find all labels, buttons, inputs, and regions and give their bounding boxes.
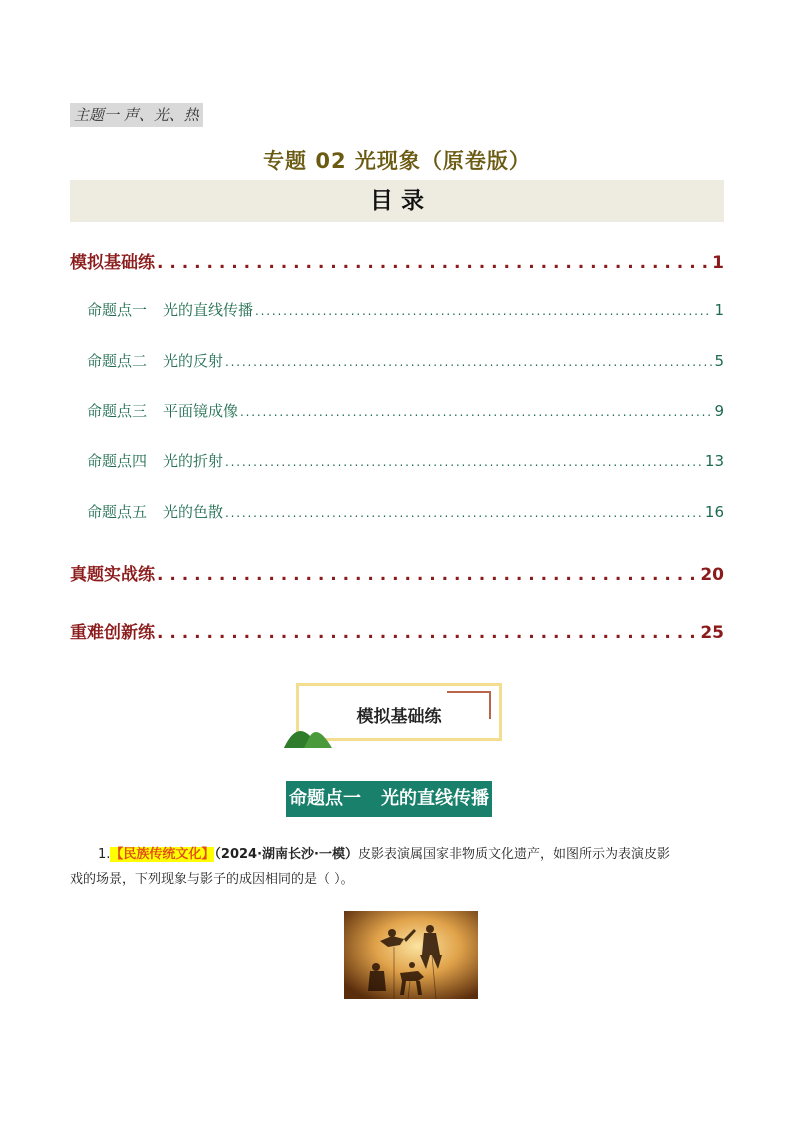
toc-leader-dots bbox=[225, 355, 712, 369]
question-1 bbox=[70, 842, 724, 892]
question-line bbox=[70, 842, 724, 867]
toc-item-number: 命题点五 bbox=[87, 503, 148, 521]
hills-icon bbox=[284, 718, 334, 748]
toc-leader-dots bbox=[157, 565, 698, 585]
shadow-puppet-image bbox=[344, 911, 478, 999]
banner-accent-line bbox=[447, 691, 491, 693]
document-title: 专题 02 光现象（原卷版） bbox=[263, 149, 531, 173]
toc-item-label: 重难创新练 bbox=[70, 623, 155, 643]
toc-item-topic: 平面镜成像 bbox=[163, 402, 239, 420]
toc-item-topic: 光的色散 bbox=[163, 503, 224, 521]
toc-item-label bbox=[87, 450, 223, 471]
toc-item-label bbox=[87, 299, 253, 320]
toc-page-number: 25 bbox=[700, 623, 724, 643]
question-tag: 【民族传统文化】 bbox=[110, 847, 215, 862]
question-text-line2: 戏的场景，下列现象与影子的成因相同的是（ ）。 bbox=[70, 872, 354, 887]
point-heading bbox=[286, 781, 492, 817]
toc-page-number: 16 bbox=[704, 503, 724, 521]
toc-item-label bbox=[87, 350, 223, 371]
toc-item-point-3[interactable] bbox=[70, 400, 724, 421]
toc-page-number: 13 bbox=[704, 452, 724, 470]
toc-item-topic: 光的反射 bbox=[163, 352, 224, 370]
toc-leader-dots bbox=[225, 506, 703, 520]
section-banner-label: 模拟基础练 bbox=[356, 707, 442, 727]
toc-item-label: 模拟基础练 bbox=[70, 253, 155, 273]
toc-item-topic: 光的折射 bbox=[163, 452, 224, 470]
question-number: 1. bbox=[98, 847, 111, 862]
toc-leader-dots bbox=[157, 623, 698, 643]
point-heading-number: 命题点一 bbox=[289, 788, 361, 809]
question-line bbox=[70, 867, 724, 892]
question-text-line1: 皮影表演属国家非物质文化遗产，如图所示为表演皮影 bbox=[357, 847, 670, 862]
toc-leader-dots bbox=[240, 405, 712, 419]
toc-page-number: 20 bbox=[700, 565, 724, 585]
toc-item-number: 命题点一 bbox=[87, 301, 148, 319]
toc-item-label bbox=[87, 400, 238, 421]
toc-item-label bbox=[87, 501, 223, 522]
toc-item-number: 命题点二 bbox=[87, 352, 148, 370]
toc-item-mock-basic[interactable] bbox=[70, 248, 724, 273]
toc-item-point-4[interactable] bbox=[70, 450, 724, 471]
toc-item-number: 命题点四 bbox=[87, 452, 148, 470]
toc-item-number: 命题点三 bbox=[87, 402, 148, 420]
toc-page-number: 1 bbox=[714, 301, 724, 319]
question-source: （2024·湖南长沙·一模） bbox=[214, 847, 358, 862]
toc-item-innovation[interactable] bbox=[70, 618, 724, 643]
toc-item-point-2[interactable] bbox=[70, 350, 724, 371]
toc-leader-dots bbox=[255, 304, 712, 318]
toc-page-number: 1 bbox=[712, 253, 724, 273]
toc-leader-dots bbox=[225, 455, 703, 469]
toc-item-real-exam[interactable] bbox=[70, 560, 724, 585]
toc-item-label: 真题实战练 bbox=[70, 565, 155, 585]
toc-leader-dots bbox=[157, 253, 710, 273]
toc-item-point-5[interactable] bbox=[70, 501, 724, 522]
toc-item-point-1[interactable] bbox=[70, 299, 724, 320]
point-heading-topic: 光的直线传播 bbox=[381, 788, 489, 809]
toc-page-number: 9 bbox=[714, 402, 724, 420]
topic-label: 主题一 声、光、热 bbox=[70, 103, 203, 127]
toc-item-topic: 光的直线传播 bbox=[163, 301, 254, 319]
toc-page-number: 5 bbox=[714, 352, 724, 370]
toc-title: 目 录 bbox=[70, 180, 724, 222]
